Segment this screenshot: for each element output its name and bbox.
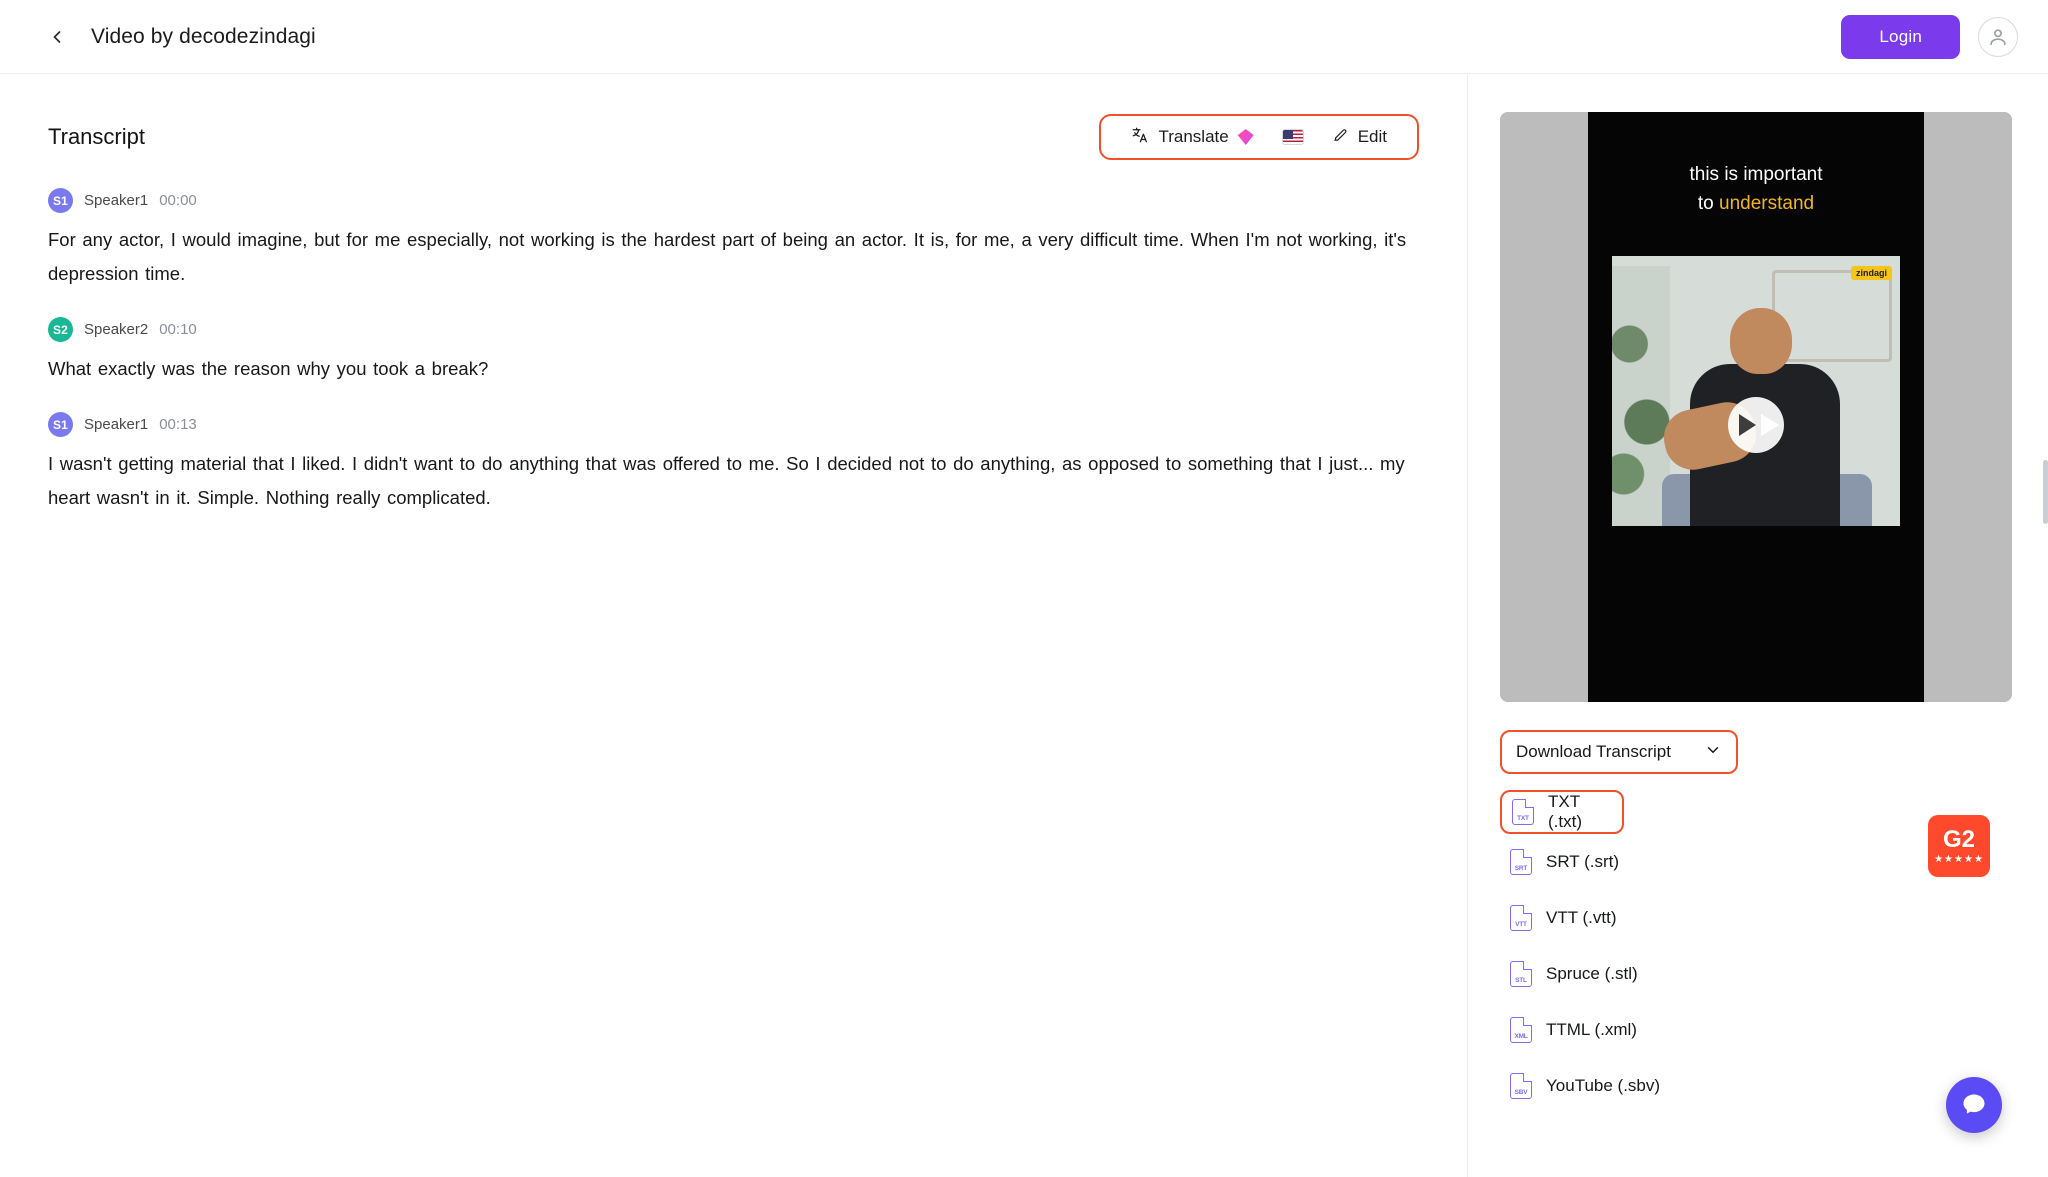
utterance-meta <box>48 317 1419 342</box>
speaker-badge[interactable]: S1 <box>48 188 73 213</box>
caption-highlight: understand <box>1719 193 1815 214</box>
header-actions <box>1841 15 2018 59</box>
play-triangle <box>1739 414 1756 436</box>
download-option-label: TXT (.txt) <box>1548 792 1582 831</box>
download-transcript-label: Download Transcript <box>1516 742 1671 761</box>
utterance-meta <box>48 412 1419 437</box>
transcript-title: Transcript <box>48 124 145 149</box>
channel-badge: zindagi <box>1851 266 1892 280</box>
chat-bubble-icon[interactable] <box>1946 1077 2002 1133</box>
download-option-label: YouTube (.sbv) <box>1546 1076 1661 1095</box>
translate-button[interactable] <box>1117 122 1267 152</box>
download-option-youtube[interactable] <box>1500 1058 1700 1114</box>
translate-icon <box>1131 126 1149 149</box>
transcript-action-bar <box>1099 114 1419 160</box>
g2-review-badge[interactable] <box>1928 815 1990 877</box>
play-icon[interactable] <box>1728 397 1784 453</box>
speaker-name[interactable]: Speaker1 <box>84 416 149 433</box>
download-transcript-dropdown[interactable] <box>1500 730 1738 774</box>
transcript-panel <box>0 74 1468 1177</box>
speaker-badge[interactable]: S2 <box>48 317 73 342</box>
download-option-txt[interactable] <box>1500 790 1624 834</box>
g2-stars: ★★★★★ <box>1934 853 1984 865</box>
utterance-timestamp[interactable]: 00:00 <box>159 192 197 209</box>
download-option-label: Spruce (.stl) <box>1546 964 1638 983</box>
download-option-vtt[interactable] <box>1500 890 1700 946</box>
utterance-timestamp[interactable]: 00:13 <box>159 416 197 433</box>
download-option-label: VTT (.vtt) <box>1546 908 1617 927</box>
file-sbv-icon: SBV <box>1510 1073 1532 1099</box>
user-avatar-icon[interactable] <box>1978 17 2018 57</box>
still-person-head <box>1730 308 1792 374</box>
file-srt-icon: SRT <box>1510 849 1532 875</box>
video-still <box>1612 256 1900 526</box>
gem-icon <box>1238 129 1254 145</box>
login-button[interactable]: Login <box>1841 15 1960 59</box>
side-panel <box>1468 74 2048 1177</box>
utterance-text: For any actor, I would imagine, but for me especially, not working is the hardest part of being an actor. It is, for me, a very difficult time. When I'm not working, it's depression time. <box>48 229 1407 284</box>
transcript-utterance <box>48 317 1419 386</box>
chevron-down-icon <box>1704 741 1722 764</box>
utterance-meta <box>48 188 1419 213</box>
main-body <box>0 74 2048 1177</box>
utterance-text: I wasn't getting material that I liked. I didn't want to do anything that was offered to me. So I decided not to do anything, as opposed to something that I just... my heart wasn't in it. Simple. Nothing really complicated. <box>48 453 1405 508</box>
file-vtt-icon: VTT <box>1510 905 1532 931</box>
speaker-name[interactable]: Speaker1 <box>84 192 149 209</box>
us-flag-icon <box>1282 129 1304 145</box>
file-stl-icon: STL <box>1510 961 1532 987</box>
language-selector[interactable] <box>1268 122 1318 152</box>
download-option-srt[interactable] <box>1500 834 1700 890</box>
video-player[interactable] <box>1500 112 2012 702</box>
speaker-name[interactable]: Speaker2 <box>84 321 149 338</box>
translate-label: Translate <box>1158 127 1229 146</box>
utterance-timestamp[interactable]: 00:10 <box>159 321 197 338</box>
file-txt-icon: TXT <box>1512 799 1534 825</box>
download-option-spruce[interactable] <box>1500 946 1700 1002</box>
file-xml-icon: XML <box>1510 1017 1532 1043</box>
page-scrollbar[interactable] <box>2043 460 2048 524</box>
page-title: Video by decodezindagi <box>91 24 316 48</box>
transcript-header <box>48 114 1419 160</box>
g2-label: G2 <box>1942 825 1975 853</box>
utterance-text: What exactly was the reason why you took a break? <box>48 358 489 379</box>
transcript-utterance <box>48 412 1419 515</box>
caption-line-2-prefix: to <box>1697 193 1720 214</box>
download-option-label: SRT (.srt) <box>1546 852 1620 871</box>
download-option-label: TTML (.xml) <box>1546 1020 1637 1039</box>
app-header <box>0 0 2048 74</box>
pencil-icon <box>1332 126 1349 148</box>
caption-line-1: this is important <box>1689 164 1823 185</box>
speaker-badge[interactable]: S1 <box>48 412 73 437</box>
back-icon[interactable] <box>40 20 74 54</box>
video-caption <box>1689 160 1822 218</box>
caption-line-2 <box>1689 189 1822 218</box>
download-option-ttml[interactable] <box>1500 1002 1700 1058</box>
transcript-utterance <box>48 188 1419 291</box>
edit-button[interactable] <box>1318 122 1401 152</box>
edit-label: Edit <box>1357 127 1387 146</box>
